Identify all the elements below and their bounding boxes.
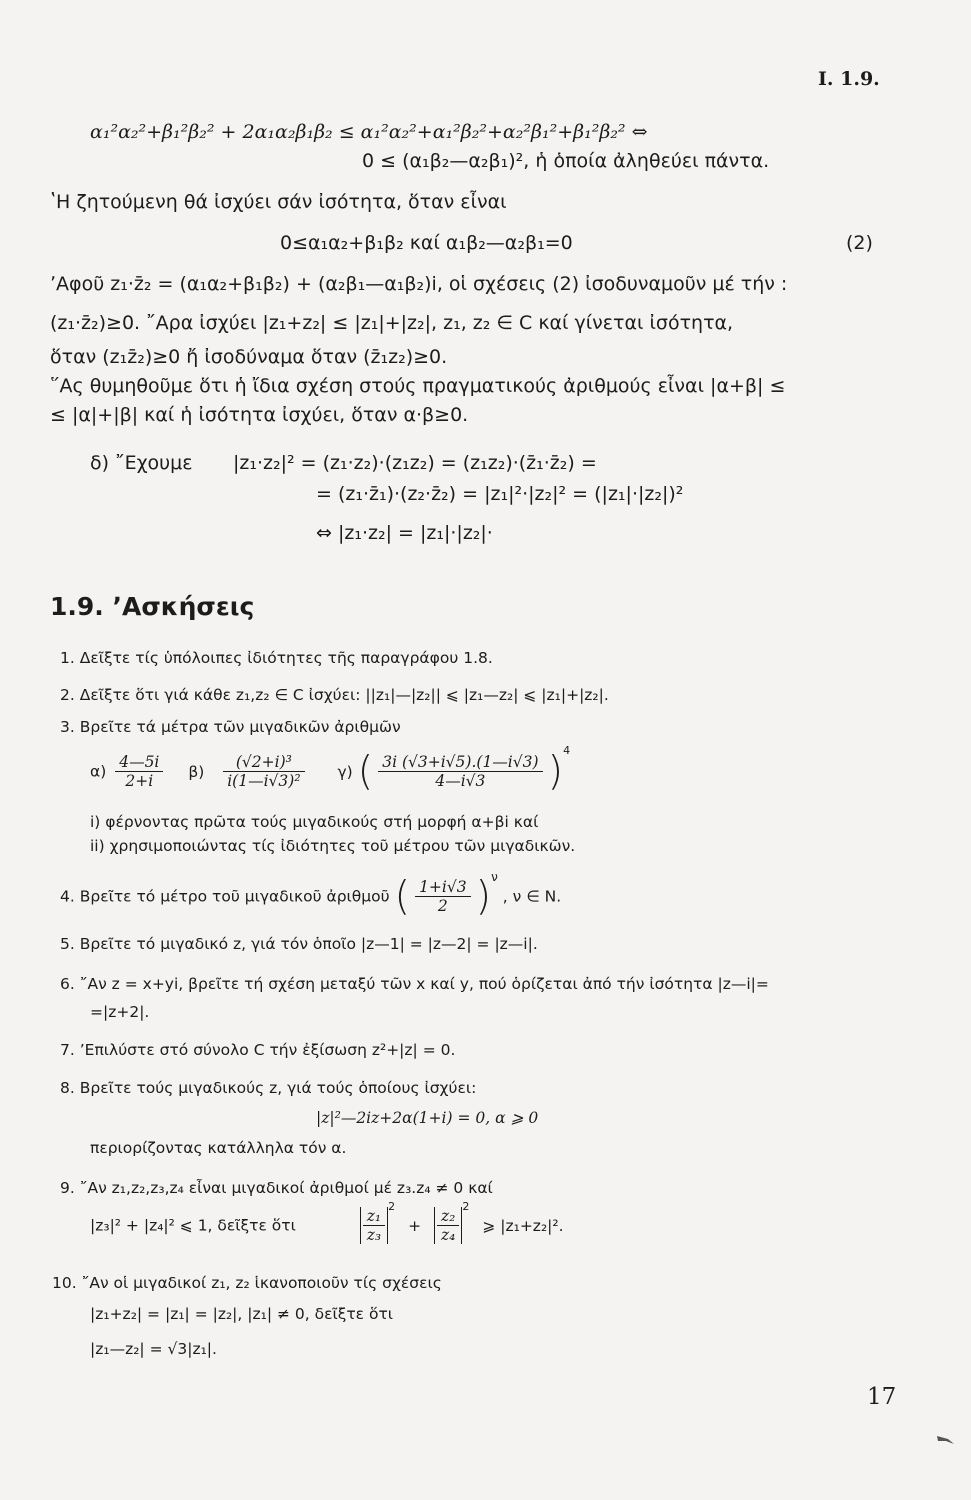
fraction-g-denominator: 4—i√3	[435, 772, 486, 790]
fraction-a	[115, 753, 163, 790]
exercise-10-claim: |z₁—z₂| = √3|z₁|.	[90, 1340, 217, 1358]
derivation-line-7: ὅταν (z₁z̄₂)≥0 ἤ ἰσοδύναμα ὅταν (z̄₁z₂)≥0.	[50, 346, 448, 368]
exercise-text: ʼΕπιλύστε στό σύνολο C τήν ἐξίσωση z²+|z| = 0.	[79, 1041, 456, 1059]
exercise-text: ῎Αν z₁,z₂,z₃,z₄ εἶναι μιγαδικοί ἀριθμοί μέ z₃.z₄ ≠ 0 καί	[79, 1179, 493, 1197]
abs-fraction-2	[434, 1207, 462, 1244]
exercise-5	[60, 935, 538, 953]
plus-sign: +	[408, 1216, 422, 1235]
exercise-3	[60, 718, 401, 736]
part-b-label: β)	[188, 762, 205, 781]
exercise-7	[60, 1041, 455, 1059]
exercise-3-method-i: i) φέρνοντας πρῶτα τούς μιγαδικούς στή μορφή α+βi καί	[90, 813, 539, 831]
fraction-a-denominator: 2+i	[125, 772, 154, 790]
exercise-number: 10.	[52, 1274, 77, 1292]
section-title: 1.9. ʼΑσκήσεις	[50, 592, 255, 621]
equation-tag: (2)	[846, 232, 873, 254]
exercise-number: 3.	[60, 718, 75, 736]
exercise-9-rhs: ⩾ |z₁+z₂|².	[482, 1216, 564, 1235]
exponent-nu: ν	[491, 870, 498, 884]
exercise-text: ῎Αν z = x+yi, βρεῖτε τή σχέση μεταξύ τῶν x καί y, πού ὁρίζεται ἀπό τήν ἰσότητα |z—i|=	[79, 975, 769, 993]
exercise-text: Δεῖξτε τίς ὑπόλοιπες ἰδιότητες τῆς παραγράφου 1.8.	[79, 649, 493, 667]
abs-fraction-1	[360, 1207, 388, 1244]
exercise-6	[60, 975, 769, 993]
exercise-tail: , ν ∈ N.	[502, 887, 562, 906]
exercise-number: 1.	[60, 649, 75, 667]
fraction-2-numerator: z₂	[437, 1207, 459, 1226]
scan-mark-icon	[936, 1432, 956, 1446]
inequality-line-2: 0 ≤ (α₁β₂—α₂β₁)², ἡ ὁποία ἀληθεύει πάντα.	[362, 150, 770, 172]
exercise-8-continuation: περιορίζοντας κατάλληλα τόν α.	[90, 1139, 347, 1157]
exercise-number: 8.	[60, 1079, 75, 1097]
exercise-number: 4.	[60, 887, 75, 906]
exercise-10	[52, 1274, 442, 1292]
exercise-number: 2.	[60, 686, 75, 704]
derivation-line-6: (z₁·z̄₂)≥0. ῎Αρα ἰσχύει |z₁+z₂| ≤ |z₁|+|z₂|, z₁, z₂ ∈ C καί γίνεται ἰσότητα,	[50, 312, 734, 334]
fraction-2-denominator: z₄	[441, 1226, 456, 1244]
open-paren-icon: (	[394, 873, 411, 920]
equality-condition-text: ʽΗ ζητούμενη θά ἰσχύει σάν ἰσότητα, ὅταν εἶναι	[50, 191, 507, 213]
close-paren-icon: )	[475, 873, 492, 920]
delta-equation-2: = (z₁·z̄₁)·(z₂·z̄₂) = |z₁|²·|z₂|² = (|z₁|·|z₂|)²	[316, 483, 684, 505]
part-a-label: α)	[90, 762, 107, 781]
square-exponent: 2	[388, 1200, 396, 1213]
delta-equation-3: ⇔ |z₁·z₂| = |z₁|·|z₂|·	[316, 522, 493, 544]
exercise-text: Βρεῖτε τά μέτρα τῶν μιγαδικῶν ἀριθμῶν	[79, 718, 401, 736]
delta-label: δ) ῎Εχουμε	[90, 452, 193, 474]
exercise-6-continuation: =|z+2|.	[90, 1003, 150, 1021]
fraction-b-denominator: i(1—i√3)²	[227, 772, 301, 790]
page-number: 17	[867, 1384, 897, 1410]
exercise-text: Δεῖξτε ὅτι γιά κάθε z₁,z₂ ∈ C ἰσχύει: ||z₁|—|z₂|| ⩽ |z₁—z₂| ⩽ |z₁|+|z₂|.	[79, 686, 609, 704]
part-g-label: γ)	[337, 762, 353, 781]
fraction-g	[378, 753, 542, 790]
close-paren-icon: )	[547, 748, 564, 795]
open-paren-icon: (	[357, 748, 374, 795]
fraction-e4	[415, 878, 471, 915]
equality-condition-formula: 0≤α₁α₂+β₁β₂ καί α₁β₂—α₂β₁=0	[280, 232, 573, 254]
delta-equation-1: |z₁·z₂|² = (z₁·z₂)·(z₁z₂) = (z₁z₂)·(z̄₁·z̄₂) =	[233, 452, 597, 474]
fraction-e4-numerator: 1+i√3	[415, 878, 471, 897]
fraction-b-numerator: (√2+i)³	[223, 753, 304, 772]
fraction-a-numerator: 4—5i	[115, 753, 163, 772]
exercise-4	[60, 870, 561, 922]
exercise-number: 7.	[60, 1041, 75, 1059]
exercise-2	[60, 686, 609, 704]
fraction-1-denominator: z₃	[366, 1226, 382, 1244]
derivation-line-8: ῞Ας θυμηθοῦμε ὅτι ἡ ἴδια σχέση στούς πραγματικούς ἀριθμούς εἶναι |α+β| ≤	[50, 375, 786, 397]
exercise-9	[60, 1179, 493, 1197]
exercise-9-condition: |z₃|² + |z₄|² ⩽ 1, δεῖξτε ὅτι	[90, 1216, 296, 1235]
exercise-10-conditions: |z₁+z₂| = |z₁| = |z₂|, |z₁| ≠ 0, δεῖξτε ὅτι	[90, 1305, 394, 1323]
exercise-text: Βρεῖτε τό μέτρο τοῦ μιγαδικοῦ ἀριθμοῦ	[79, 887, 390, 906]
exercise-3-method-ii: ii) χρησιμοποιώντας τίς ἰδιότητες τοῦ μέτρου τῶν μιγαδικῶν.	[90, 837, 576, 855]
exercise-number: 9.	[60, 1179, 75, 1197]
running-header: I. 1.9.	[818, 68, 880, 90]
exercise-8	[60, 1079, 476, 1097]
exercise-text: ῎Αν οἱ μιγαδικοί z₁, z₂ ἱκανοποιοῦν τίς σχέσεις	[81, 1274, 442, 1292]
inequality-line-1: α₁²α₂²+β₁²β₂² + 2α₁α₂β₁β₂ ≤ α₁²α₂²+α₁²β₂²+α₂²β₁²+β₁²β₂² ⇔	[90, 121, 648, 143]
fraction-e4-denominator: 2	[437, 897, 448, 915]
fraction-g-numerator: 3i (√3+i√5).(1—i√3)	[378, 753, 542, 772]
derivation-line-5: ʼΑφοῦ z₁·z̄₂ = (α₁α₂+β₁β₂) + (α₂β₁—α₁β₂)i, οἱ σχέσεις (2) ἰσοδυναμοῦν μέ τήν :	[50, 273, 788, 295]
exercise-number: 6.	[60, 975, 75, 993]
exercise-number: 5.	[60, 935, 75, 953]
exercise-text: Βρεῖτε τό μιγαδικό z, γιά τόν ὁποῖο |z—1| = |z—2| = |z—i|.	[79, 935, 538, 953]
fraction-b	[223, 753, 304, 790]
exercise-9-inequality	[90, 1200, 564, 1256]
fraction-g-exponent: 4	[563, 744, 571, 757]
exercise-3-fractions	[90, 744, 570, 804]
exercise-text: Βρεῖτε τούς μιγαδικούς z, γιά τούς ὁποίους ἰσχύει:	[79, 1079, 477, 1097]
derivation-line-9: ≤ |α|+|β| καί ἡ ἰσότητα ἰσχύει, ὅταν α·β≥0.	[50, 404, 469, 426]
exercise-8-equation: |z|²—2iz+2α(1+i) = 0, α ⩾ 0	[316, 1109, 539, 1127]
square-exponent: 2	[462, 1200, 470, 1213]
fraction-1-numerator: z₁	[363, 1207, 385, 1226]
exercise-1	[60, 649, 493, 667]
